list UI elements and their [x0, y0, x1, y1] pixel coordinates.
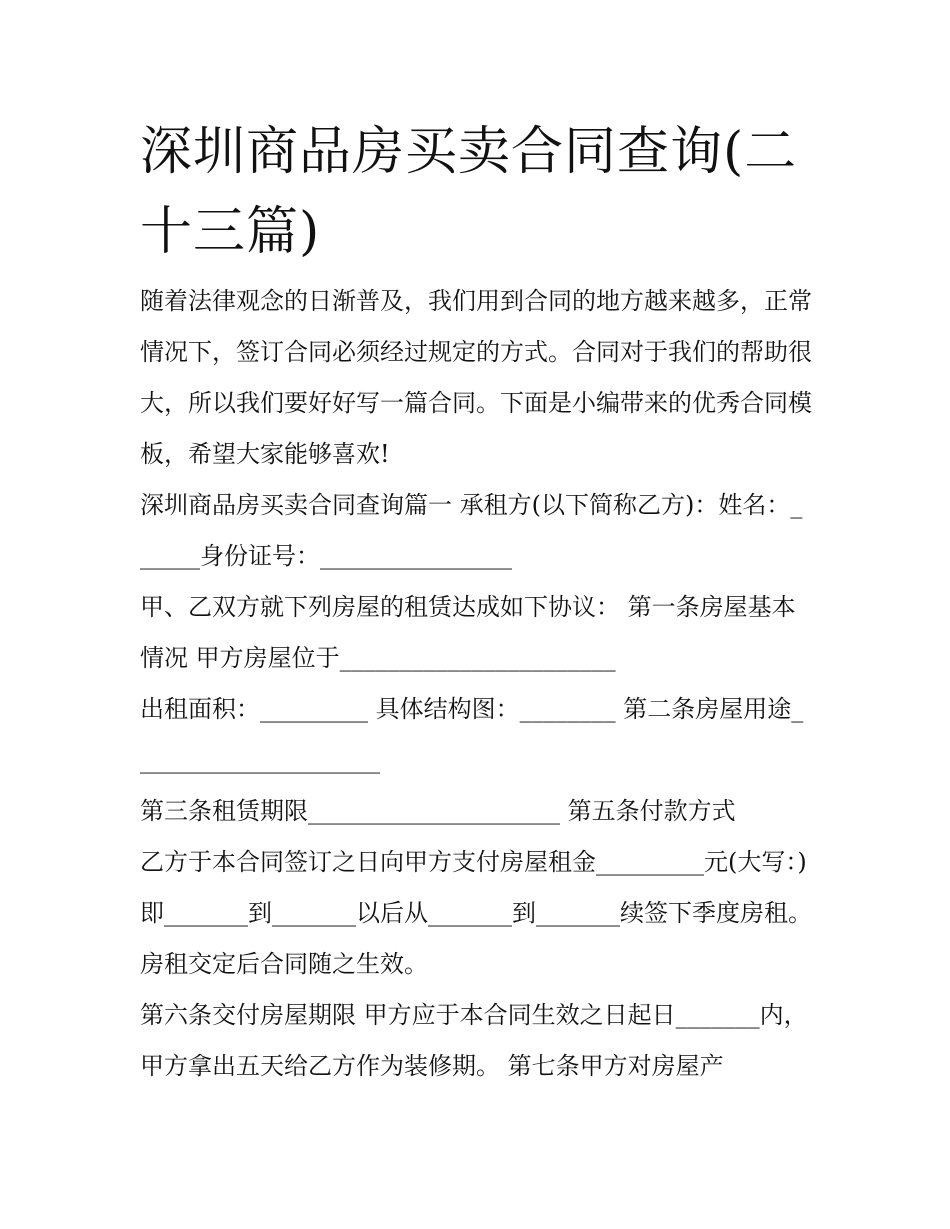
paragraph-lessee-info: 深圳商品房买卖合同查询篇一 承租方(以下简称乙方)：姓名：______身份证号：________________ [140, 491, 803, 570]
paragraph-term-payment: 第三条租赁期限_____________________ 第五条付款方式 [140, 797, 736, 825]
document-body [140, 276, 812, 1092]
paragraph-article-1: 甲、乙双方就下列房屋的租赁达成如下协议： 第一条房屋基本情况 甲方房屋位于_______________________ [140, 593, 796, 672]
paragraph-delivery: 第六条交付房屋期限 甲方应于本合同生效之日起日_______内，甲方拿出五天给乙方作为装修期。 第七条甲方对房屋产 [140, 1001, 808, 1080]
paragraph-area-use: 出租面积：_________ 具体结构图：________ 第二条房屋用途_____________________ [140, 695, 804, 774]
document-title: 深圳商品房买卖合同查询(二十三篇) [140, 122, 798, 262]
paragraph-intro: 随着法律观念的日渐普及，我们用到合同的地方越来越多，正常情况下，签订合同必须经过规定的方式。合同对于我们的帮助很大，所以我们要好好写一篇合同。下面是小编带来的优秀合同模板，希望大家能够喜欢! [140, 287, 812, 468]
paragraph-rent: 乙方于本合同签订之日向甲方支付房屋租金_________元(大写：)即_______到_______以后从_______到_______续签下季度房租。房租交定后合同随之生效。 [140, 848, 812, 978]
